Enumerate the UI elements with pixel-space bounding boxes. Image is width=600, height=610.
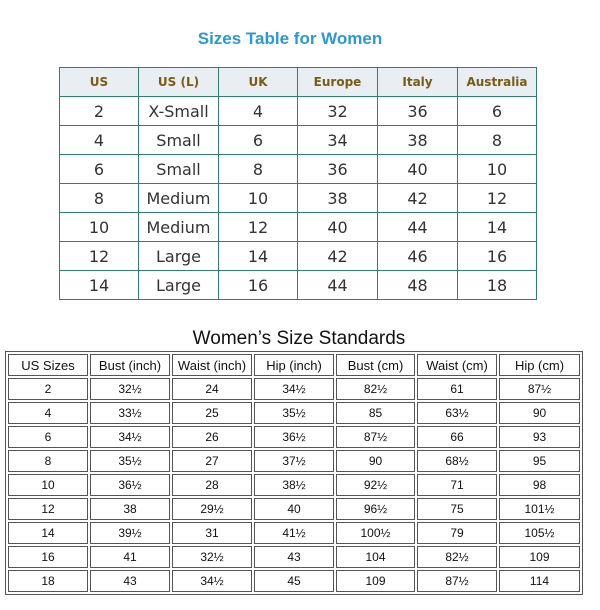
table-cell: 66	[417, 426, 497, 448]
table-cell: 35½	[90, 450, 170, 472]
size-standards-row	[8, 498, 580, 520]
table-cell: 105½	[499, 522, 580, 544]
table-cell: 43	[254, 546, 334, 568]
table-cell: 4	[60, 126, 139, 155]
table-cell: 96½	[336, 498, 415, 520]
table-cell: 75	[417, 498, 497, 520]
table-cell: 6	[60, 155, 139, 184]
table-cell: 6	[219, 126, 298, 155]
size-standards-row	[8, 570, 580, 592]
table-cell: 42	[378, 184, 458, 213]
sizes-table-header-row	[60, 68, 537, 97]
table-cell: 61	[417, 378, 497, 400]
table-cell: Large	[139, 271, 219, 300]
table-cell: 79	[417, 522, 497, 544]
table-cell: 92½	[336, 474, 415, 496]
size-standards-row	[8, 474, 580, 496]
size-standards-table	[5, 351, 583, 595]
table-cell: 87½	[336, 426, 415, 448]
col-header-italy: Italy	[378, 68, 458, 97]
table-cell: 12	[219, 213, 298, 242]
table-cell: 38½	[254, 474, 334, 496]
table-cell: 41½	[254, 522, 334, 544]
table-cell: 114	[499, 570, 580, 592]
table-cell: 85	[336, 402, 415, 424]
table-cell: 10	[8, 474, 88, 496]
table-cell: 34½	[172, 570, 252, 592]
table-cell: 40	[254, 498, 334, 520]
table-cell: 40	[378, 155, 458, 184]
table-cell: 101½	[499, 498, 580, 520]
table-cell: 95	[499, 450, 580, 472]
table-cell: 104	[336, 546, 415, 568]
table-cell: 63½	[417, 402, 497, 424]
col-header-uk: UK	[219, 68, 298, 97]
table-cell: 36	[298, 155, 378, 184]
table-cell: 10	[458, 155, 537, 184]
table-cell: Small	[139, 155, 219, 184]
col-header-bust-inch: Bust (inch)	[90, 354, 170, 376]
table-cell: 24	[172, 378, 252, 400]
table-cell: 12	[8, 498, 88, 520]
table-cell: 44	[378, 213, 458, 242]
table-cell: 12	[60, 242, 139, 271]
col-header-waist-inch: Waist (inch)	[172, 354, 252, 376]
col-header-australia: Australia	[458, 68, 537, 97]
table-cell: 10	[219, 184, 298, 213]
table-cell: 14	[219, 242, 298, 271]
table-cell: 6	[8, 426, 88, 448]
table-cell: 87½	[417, 570, 497, 592]
table-cell: 2	[60, 97, 139, 126]
table-cell: 8	[60, 184, 139, 213]
size-standards-header-row	[8, 354, 580, 376]
table-cell: 16	[219, 271, 298, 300]
col-header-waist-cm: Waist (cm)	[417, 354, 497, 376]
size-standards-row	[8, 522, 580, 544]
table-cell: 32	[298, 97, 378, 126]
table-cell: 34	[298, 126, 378, 155]
table-cell: 71	[417, 474, 497, 496]
sizes-table	[59, 67, 537, 300]
table-cell: 100½	[336, 522, 415, 544]
table-cell: 38	[298, 184, 378, 213]
sizes-table-row	[60, 97, 537, 126]
table-cell: Medium	[139, 184, 219, 213]
table-cell: 36½	[90, 474, 170, 496]
table-cell: Large	[139, 242, 219, 271]
table-cell: 90	[499, 402, 580, 424]
table-cell: 109	[499, 546, 580, 568]
table-cell: 27	[172, 450, 252, 472]
table-cell: 25	[172, 402, 252, 424]
table-cell: 36½	[254, 426, 334, 448]
col-header-us: US	[60, 68, 139, 97]
table-cell: 37½	[254, 450, 334, 472]
sizes-table-row	[60, 213, 537, 242]
col-header-us-sizes: US Sizes	[8, 354, 88, 376]
table-cell: 4	[8, 402, 88, 424]
table-cell: 16	[8, 546, 88, 568]
sizes-table-row	[60, 126, 537, 155]
table-cell: 4	[219, 97, 298, 126]
table-cell: 43	[90, 570, 170, 592]
table-cell: Medium	[139, 213, 219, 242]
table-cell: 39½	[90, 522, 170, 544]
table-cell: 14	[60, 271, 139, 300]
table-cell: 82½	[336, 378, 415, 400]
table-cell: 93	[499, 426, 580, 448]
table-cell: 34½	[254, 378, 334, 400]
table-cell: 41	[90, 546, 170, 568]
table-cell: 35½	[254, 402, 334, 424]
table-cell: 16	[458, 242, 537, 271]
table-cell: 48	[378, 271, 458, 300]
col-header-europe: Europe	[298, 68, 378, 97]
table-cell: 29½	[172, 498, 252, 520]
table-cell: 14	[8, 522, 88, 544]
table-cell: 28	[172, 474, 252, 496]
sizes-table-title: Sizes Table for Women	[197, 29, 383, 48]
table-cell: 87½	[499, 378, 580, 400]
table-cell: 6	[458, 97, 537, 126]
table-cell: 36	[378, 97, 458, 126]
col-header-hip-inch: Hip (inch)	[254, 354, 334, 376]
table-cell: 8	[219, 155, 298, 184]
table-cell: 34½	[90, 426, 170, 448]
table-cell: 46	[378, 242, 458, 271]
table-cell: 68½	[417, 450, 497, 472]
col-header-hip-cm: Hip (cm)	[499, 354, 580, 376]
sizes-table-row	[60, 242, 537, 271]
table-cell: 12	[458, 184, 537, 213]
table-cell: 38	[378, 126, 458, 155]
table-cell: 109	[336, 570, 415, 592]
size-standards-row	[8, 378, 580, 400]
table-cell: 8	[458, 126, 537, 155]
table-cell: X-Small	[139, 97, 219, 126]
table-cell: 90	[336, 450, 415, 472]
size-standards-row	[8, 402, 580, 424]
size-standards-row	[8, 450, 580, 472]
sizes-table-row	[60, 184, 537, 213]
table-cell: 32½	[90, 378, 170, 400]
table-cell: 18	[458, 271, 537, 300]
table-cell: 8	[8, 450, 88, 472]
size-standards-row	[8, 546, 580, 568]
size-standards-row	[8, 426, 580, 448]
table-cell: 38	[90, 498, 170, 520]
size-standards-title: Women’s Size Standards	[192, 328, 406, 349]
sizes-table-row	[60, 271, 537, 300]
sizes-table-row	[60, 155, 537, 184]
table-cell: 40	[298, 213, 378, 242]
table-cell: 44	[298, 271, 378, 300]
table-cell: 33½	[90, 402, 170, 424]
table-cell: 32½	[172, 546, 252, 568]
table-cell: 18	[8, 570, 88, 592]
table-cell: 2	[8, 378, 88, 400]
col-header-bust-cm: Bust (cm)	[336, 354, 415, 376]
table-cell: 31	[172, 522, 252, 544]
table-cell: 98	[499, 474, 580, 496]
table-cell: 10	[60, 213, 139, 242]
table-cell: 82½	[417, 546, 497, 568]
table-cell: 14	[458, 213, 537, 242]
table-cell: Small	[139, 126, 219, 155]
table-cell: 42	[298, 242, 378, 271]
table-cell: 26	[172, 426, 252, 448]
col-header-us-l: US (L)	[139, 68, 219, 97]
table-cell: 45	[254, 570, 334, 592]
